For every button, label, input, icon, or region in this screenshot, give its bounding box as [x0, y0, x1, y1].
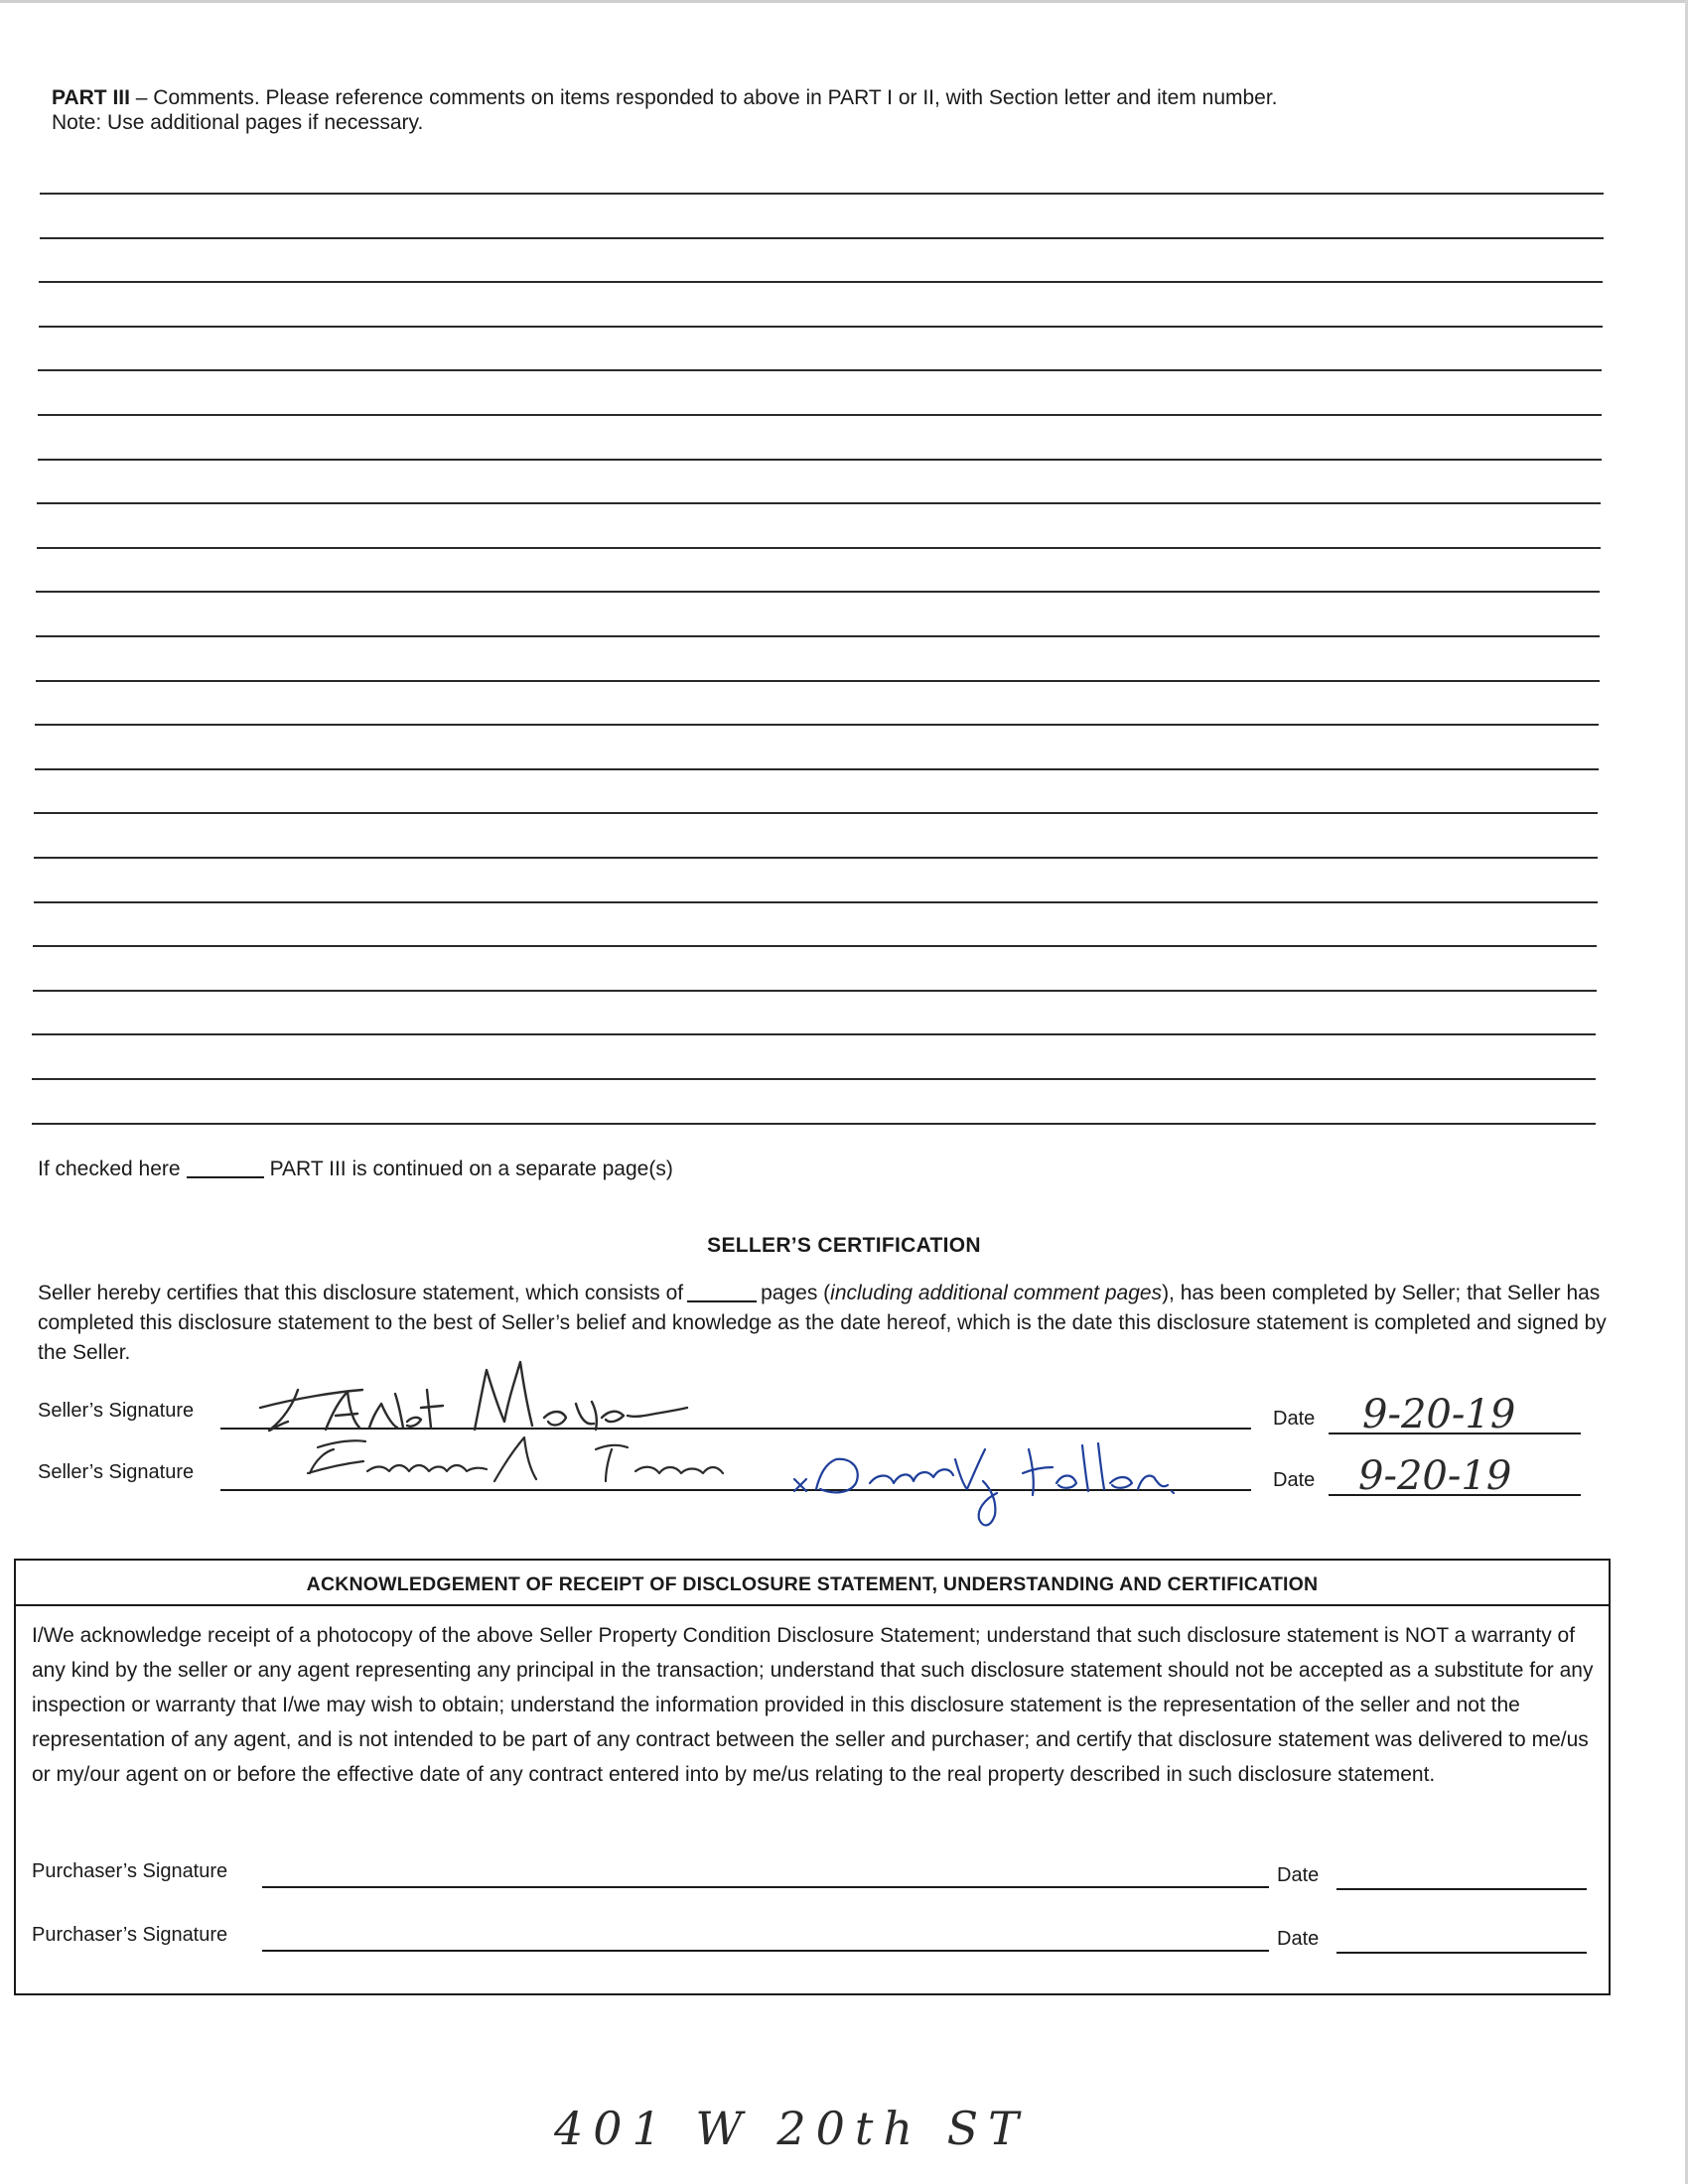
continued-check-blank[interactable]: [187, 1176, 264, 1178]
comment-line[interactable]: [37, 547, 1601, 549]
purchaser-signature-line-1[interactable]: [262, 1886, 1269, 1888]
acknowledgement-title: ACKNOWLEDGEMENT OF RECEIPT OF DISCLOSURE STATEMENT, UNDERSTANDING AND CERTIFICATION: [16, 1561, 1609, 1606]
comment-line[interactable]: [32, 1123, 1596, 1125]
cert-text-1: Seller hereby certifies that this disclosure statement, which consists of: [38, 1282, 684, 1304]
comment-line[interactable]: [34, 901, 1598, 903]
comment-line[interactable]: [39, 281, 1603, 283]
purchaser-date-line-1[interactable]: [1336, 1888, 1587, 1890]
comment-line[interactable]: [33, 945, 1597, 947]
comment-line[interactable]: [37, 502, 1601, 504]
seller-signature-2: [308, 1437, 723, 1481]
comment-line[interactable]: [36, 591, 1600, 593]
comment-line[interactable]: [40, 237, 1604, 239]
page-edge-top: [0, 0, 1688, 3]
cert-text-2: pages (: [761, 1282, 831, 1304]
comment-line[interactable]: [36, 635, 1600, 637]
comment-line[interactable]: [36, 680, 1600, 682]
part3-label: PART III: [52, 86, 130, 109]
comment-line[interactable]: [32, 1078, 1596, 1080]
seller-date-value-2: 9-20-19: [1358, 1453, 1512, 1499]
continued-row: [38, 1158, 673, 1181]
page-count-blank[interactable]: [687, 1300, 757, 1302]
cert-text-3: ), has been completed by Seller; that Seller has completed this disclosure statement to the best of Seller’s belief and knowledge as the date hereof, which is the date this disclosure statement is completed and signed by the Seller.: [38, 1282, 1607, 1364]
handwritten-address-text: 401 W 20th ST: [554, 2102, 1029, 2155]
comment-line[interactable]: [38, 414, 1602, 416]
purchaser-signature-label-1: Purchaser’s Signature: [32, 1860, 228, 1882]
comment-line[interactable]: [35, 724, 1599, 726]
handwritten-address: [546, 2093, 1062, 2167]
comment-line[interactable]: [32, 1033, 1596, 1035]
seller-signature-line-1[interactable]: [220, 1428, 1251, 1430]
seller-date-line-2[interactable]: [1329, 1494, 1581, 1496]
comment-line[interactable]: [40, 193, 1604, 195]
comment-line[interactable]: [39, 326, 1603, 328]
comment-line[interactable]: [35, 768, 1599, 770]
seller-date-label-1: Date: [1273, 1408, 1316, 1430]
comment-line[interactable]: [34, 857, 1598, 859]
continued-suffix: PART III is continued on a separate page(s): [269, 1158, 673, 1180]
purchaser-signature-line-2[interactable]: [262, 1950, 1269, 1952]
cert-text-italic: including additional comment pages: [830, 1282, 1163, 1304]
seller-signature-1: [260, 1362, 687, 1431]
purchaser-date-label-1: Date: [1277, 1864, 1320, 1886]
continued-prefix: If checked here: [38, 1158, 181, 1180]
part3-heading-text: – Comments. Please reference comments on items responded to above in PART I or II, with Section letter and item number.: [129, 86, 1278, 109]
purchaser-date-label-2: Date: [1277, 1928, 1320, 1950]
comment-line[interactable]: [38, 369, 1602, 371]
seller-signature-label-1: Seller’s Signature: [38, 1400, 195, 1422]
seller-certification-title: SELLER’S CERTIFICATION: [707, 1234, 981, 1257]
comment-line[interactable]: [33, 990, 1597, 992]
seller-date-line-1[interactable]: [1329, 1433, 1581, 1434]
co-seller-signature: [794, 1443, 1174, 1525]
seller-signature-line-2[interactable]: [220, 1489, 1251, 1491]
acknowledgement-box: [14, 1559, 1611, 1995]
comment-line[interactable]: [34, 812, 1598, 814]
purchaser-date-line-2[interactable]: [1336, 1952, 1587, 1954]
acknowledgement-body: I/We acknowledge receipt of a photocopy of the above Seller Property Condition Disclosure Statement; understand that such disclosure statement is NOT a warranty of any kind by the seller or any agent representing any principal in the transaction; understand that such disclosure statement should not be accepted as a substitute for any inspection or warranty that I/we may wish to obtain; understand the information provided in this disclosure statement is the representation of the seller and not the representation of any agent, and is not intended to be part of any contract between the seller and purchaser; and certify that disclosure statement was delivered to me/us or my/our agent on or before the effective date of any contract entered into by me/us relating to the real property described in such disclosure statement.: [32, 1624, 1594, 1786]
purchaser-signature-label-2: Purchaser’s Signature: [32, 1924, 228, 1946]
seller-date-label-2: Date: [1273, 1469, 1316, 1491]
seller-date-value-1: 9-20-19: [1362, 1392, 1516, 1437]
part3-note: Note: Use additional pages if necessary.: [52, 111, 424, 134]
part3-heading: [52, 85, 1541, 110]
seller-signature-label-2: Seller’s Signature: [38, 1461, 195, 1483]
comment-lines: [40, 149, 1609, 1132]
seller-certification-text: [38, 1279, 1617, 1368]
comment-line[interactable]: [38, 459, 1602, 461]
